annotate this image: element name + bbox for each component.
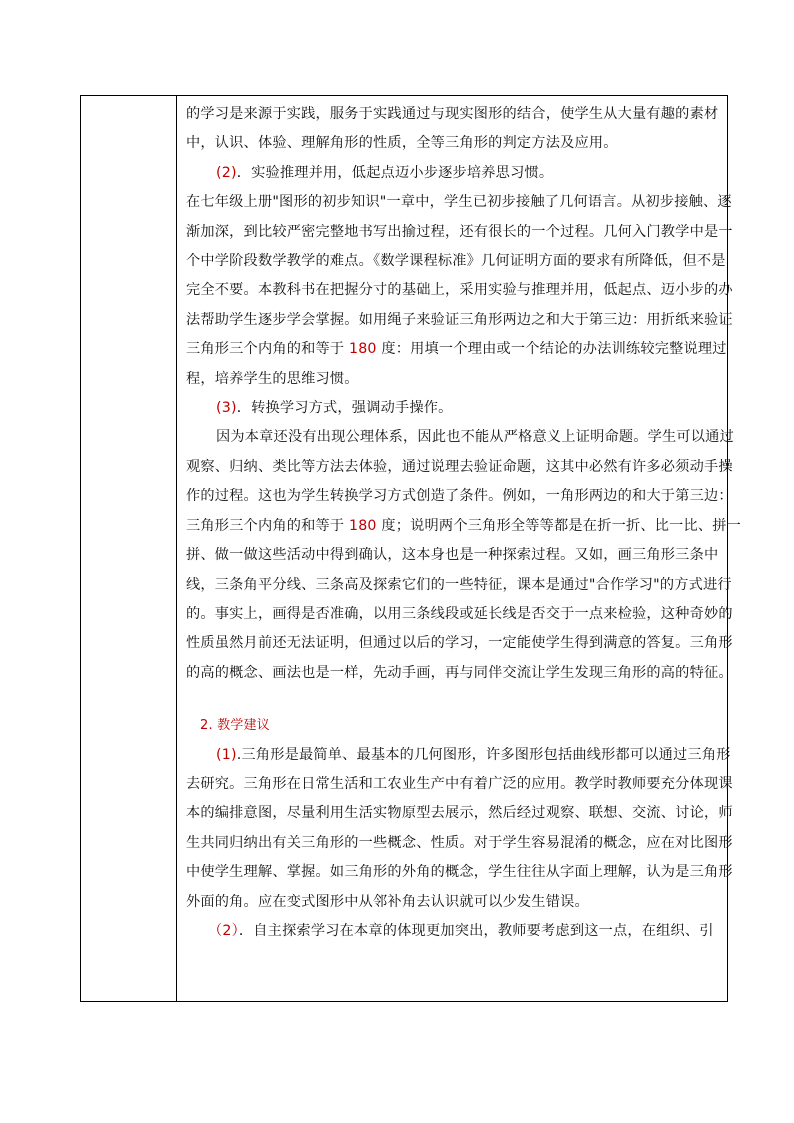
- paragraph-line: 生共同归纳出有关三角形的一些概念、性质。对于学生容易混淆的概念，应在对比图形: [186, 834, 733, 851]
- paragraph-line: 的高的概念、画法也是一样，先动手画，再与同伴交流让学生发现三角形的高的特征。: [186, 664, 733, 681]
- paragraph-line: 去研究。三角形在日常生活和工农业生产中有着广泛的应用。教学时教师要充分体现课: [186, 775, 733, 792]
- paragraph-line: 在七年级上册"图形的初步知识"一章中，学生已初步接触了几何语言。从初步接触、逐: [186, 194, 732, 211]
- subheading-line: (2)．实验推理并用，低起点迈小步逐步培养思习惯。: [216, 164, 554, 181]
- paragraph-line: 个中学阶段数学教学的难点。《数学课程标准》几何证明方面的要求有所降低，但不是: [186, 253, 726, 270]
- item-number: (1): [216, 746, 237, 763]
- paragraph-line: 的学习是来源于实践，服务于实践通过与现实图形的结合，使学生从大量有趣的素材: [186, 106, 719, 122]
- table-label-column: [81, 96, 177, 1001]
- paragraph-line: 完全不要。本教科书在把握分寸的基础上，采用实验与推理并用，低起点、迈小步的办: [186, 282, 733, 299]
- paragraph-line: 中使学生理解、掌握。如三角形的外角的概念，学生往往从字面上理解，认为是三角形: [186, 864, 733, 881]
- subheading-line: (3)．转换学习方式，强调动手操作。: [216, 400, 453, 417]
- paragraph-line: 线，三条角平分线、三条高及探索它们的一些特征，课本是通过"合作学习"的方式进行: [186, 576, 732, 593]
- item-number: (3): [216, 400, 237, 417]
- paragraph-line: (1).三角形是最简单、最基本的几何图形，许多图形包括曲线形都可以通过三角形: [216, 746, 731, 763]
- paragraph-line: 渐加深，到比较严密完整地书写出揄过程，还有很长的一个过程。几何入门教学中是一: [186, 223, 733, 240]
- paragraph-line: 本的编排意图，尽量利用生活实物原型去展示，然后经过观察、联想、交流、讨论，师: [186, 805, 733, 822]
- paragraph-line: 外面的角。应在变式图形中从邻补角去认识就可以少发生错误。: [186, 893, 589, 910]
- paragraph-line: （2）．自主探索学习在本章的体现更加突出，教师要考虑到这一点，在组织、引: [208, 922, 714, 939]
- item-number: （2）: [208, 922, 239, 939]
- paragraph-line: 程，培养学生的思维习惯。: [186, 370, 359, 387]
- paragraph-line: 拼、做一做这些活动中得到确认，这本身也是一种探索过程。又如，画三角形三条中: [186, 547, 719, 564]
- paragraph-line: 中，认识、体验、理解角形的性质，全等三角形的判定方法及应用。: [186, 135, 618, 152]
- paragraph-line: 性质虽然月前还无法证明，但通过以后的学习，一定能使学生得到满意的答复。三角形: [186, 635, 733, 652]
- paragraph-line: 作的过程。这也为学生转换学习方式创造了条件。例如，一角形两边的和大于第三边：: [186, 488, 733, 505]
- paragraph-line: 三角形三个内角的和等于 180 度：用填一个理由或一个结论的办法训练较完整说理过: [186, 341, 727, 358]
- item-number: (2): [216, 164, 237, 181]
- section-heading: 2. 教学建议: [200, 718, 270, 734]
- paragraph-line: 三角形三个内角的和等于 180 度；说明两个三角形全等等都是在折一折、比一比、拼一: [186, 517, 742, 534]
- content-table: [80, 95, 742, 1002]
- paragraph-line: 观察、归纳、类比等方法去体验，通过说理去验证命题，这其中必然有许多必须动手操: [186, 458, 733, 475]
- table-content-cell: [178, 96, 742, 1001]
- paragraph-line: 的。事实上，画得是否准确，以用三条线段或延长线是否交于一点来检验，这种奇妙的: [186, 605, 733, 622]
- number-value: 180: [348, 517, 377, 534]
- paragraph-line: 法帮助学生逐步学会掌握。如用绳子来验证三角形两边之和大于第三边：用折纸来验证: [186, 311, 733, 328]
- paragraph-line: 因为本章还没有出现公理体系，因此也不能从严格意义上证明命题。学生可以通过: [216, 429, 734, 446]
- number-value: 180: [348, 341, 377, 358]
